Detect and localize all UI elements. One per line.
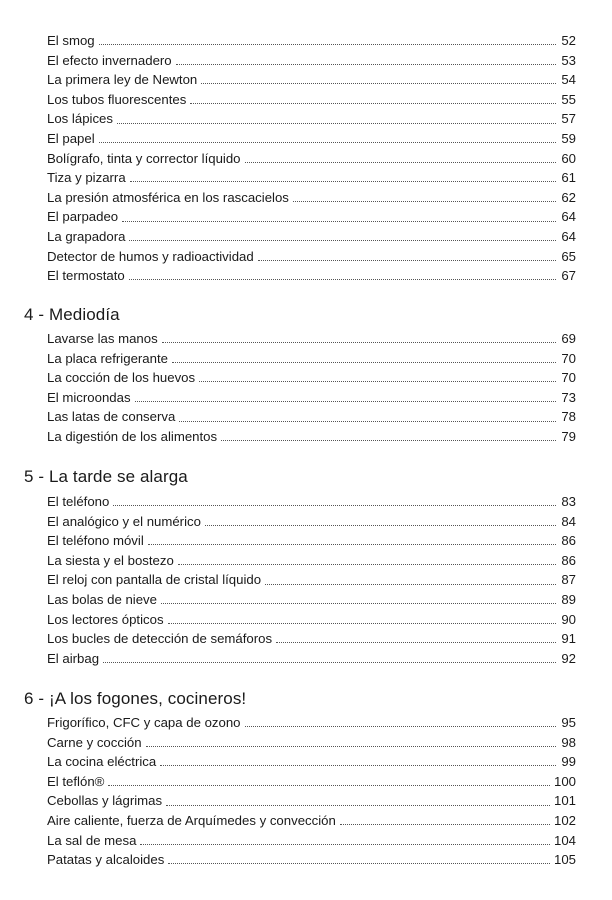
toc-entry[interactable] [47,247,576,267]
toc-entry-page-number: 67 [561,268,576,284]
toc-entry-title: Las bolas de nieve [47,591,157,607]
toc-entry[interactable] [47,129,576,149]
toc-entry[interactable] [47,733,576,753]
chapter-heading [24,467,188,487]
toc-entry-title: El microondas [47,389,131,405]
chapter-separator: - [33,467,49,486]
dot-leader [205,524,556,526]
dot-leader [99,43,556,45]
dot-leader [162,341,556,343]
toc-entry-title: Cebollas y lágrimas [47,793,163,809]
toc-entry-page-number: 57 [561,111,576,127]
dot-leader [178,563,556,565]
toc-entry[interactable] [47,90,576,110]
toc-entry-title: El termostato [47,268,125,284]
dot-leader [129,278,556,280]
chapter-title: Mediodía [48,305,120,324]
toc-entry-page-number: 54 [561,72,576,88]
toc-entry[interactable] [47,388,576,408]
toc-entry-title: El teléfono móvil [47,533,144,549]
chapter-separator: - [33,305,49,324]
toc-entry-title: Lavarse las manos [47,331,158,346]
dot-leader [172,361,556,363]
toc-entry-page-number: 60 [561,150,576,166]
dot-leader [276,641,556,643]
dot-leader [122,220,556,222]
dot-leader [117,122,556,124]
toc-entry[interactable] [47,188,576,208]
toc-entry[interactable] [47,570,576,590]
toc-entry[interactable] [47,266,576,286]
toc-entry-page-number: 90 [561,611,576,627]
toc-section-list [47,31,576,286]
chapter-number: 5 [24,467,34,486]
toc-entry[interactable] [47,109,576,129]
dot-leader [113,504,556,506]
chapter-number: 6 [24,689,34,708]
toc-entry-title: Patatas y alcaloides [47,852,165,868]
toc-entry-page-number: 105 [553,852,576,868]
toc-entry-page-number: 92 [561,650,576,666]
toc-entry-page-number: 101 [553,793,576,809]
toc-section-list [47,329,576,447]
toc-entry[interactable] [47,149,576,169]
toc-entry[interactable] [47,349,576,369]
toc-entry-title: Tiza y pizarra [47,170,126,186]
toc-entry-title: Carne y cocción [47,734,142,750]
dot-leader [130,180,556,182]
toc-entry[interactable] [47,368,576,388]
dot-leader [168,622,556,624]
chapter-number: 4 [24,305,34,324]
toc-entry-title: La siesta y el bostezo [47,552,174,568]
toc-entry-title: El analógico y el numérico [47,513,201,529]
toc-entry[interactable] [47,227,576,247]
toc-entry-page-number: 73 [561,389,576,405]
toc-entry[interactable] [47,610,576,630]
toc-entry-title: Los tubos fluorescentes [47,91,187,107]
toc-entry[interactable] [47,772,576,792]
toc-entry[interactable] [47,329,576,349]
toc-entry-page-number: 99 [561,754,576,770]
toc-entry-title: La grapadora [47,228,126,244]
toc-entry[interactable] [47,791,576,811]
toc-entry-page-number: 100 [553,773,576,789]
toc-entry-title: El reloj con pantalla de cristal líquido [47,572,262,588]
toc-entry-page-number: 69 [561,331,576,346]
dot-leader [148,543,556,545]
toc-entry-title: El airbag [47,650,100,666]
toc-entry-page-number: 55 [561,91,576,107]
toc-entry-page-number: 95 [561,715,576,730]
toc-entry[interactable] [47,752,576,772]
toc-entry[interactable] [47,713,576,733]
dot-leader [293,200,556,202]
toc-entry[interactable] [47,512,576,532]
toc-section-list [47,492,576,668]
toc-entry-page-number: 87 [561,572,576,588]
toc-entry-page-number: 52 [561,33,576,48]
dot-leader [99,141,556,143]
toc-entry-page-number: 83 [561,494,576,509]
toc-entry-page-number: 65 [561,248,576,264]
chapter-heading [24,689,246,709]
toc-entry-title: El efecto invernadero [47,52,172,68]
toc-entry-title: La placa refrigerante [47,350,168,366]
toc-entry-title: El parpadeo [47,209,119,225]
dot-leader [176,63,556,65]
dot-leader [161,602,556,604]
toc-entry-title: Bolígrafo, tinta y corrector líquido [47,150,241,166]
toc-entry-title: El teflón® [47,773,105,789]
toc-entry-page-number: 61 [561,170,576,186]
toc-entry-page-number: 79 [561,428,576,444]
toc-entry-title: Detector de humos y radioactividad [47,248,254,264]
toc-entry-page-number: 91 [561,631,576,647]
toc-entry-title: El teléfono [47,494,110,509]
toc-entry[interactable] [47,207,576,227]
toc-entry-page-number: 78 [561,409,576,425]
toc-entry[interactable] [47,649,576,669]
toc-entry[interactable] [47,531,576,551]
dot-leader [140,843,550,845]
toc-entry-page-number: 102 [553,812,576,828]
toc-entry-title: Los bucles de detección de semáforos [47,631,273,647]
toc-entry-title: La digestión de los alimentos [47,428,218,444]
dot-leader [168,862,550,864]
toc-entry-title: La cocina eléctrica [47,754,157,770]
toc-entry-page-number: 104 [553,832,576,848]
toc-entry-title: Las latas de conserva [47,409,176,425]
dot-leader [166,804,550,806]
chapter-heading [24,305,120,325]
toc-entry-page-number: 86 [561,552,576,568]
dot-leader [135,400,556,402]
toc-entry-title: El papel [47,130,95,146]
toc-entry[interactable] [47,427,576,447]
toc-entry-title: La presión atmosférica en los rascacielos [47,189,289,205]
toc-entry[interactable] [47,51,576,71]
dot-leader [340,823,550,825]
toc-entry-page-number: 86 [561,533,576,549]
chapter-separator: - [33,689,49,708]
dot-leader [190,102,556,104]
toc-entry[interactable] [47,811,576,831]
dot-leader [245,725,557,727]
dot-leader [108,784,550,786]
dot-leader [201,82,556,84]
dot-leader [258,259,556,261]
toc-entry-title: El smog [47,33,95,48]
toc-entry[interactable] [47,590,576,610]
chapter-title: ¡A los fogones, cocineros! [48,689,247,708]
toc-entry-page-number: 70 [561,350,576,366]
toc-entry-page-number: 53 [561,52,576,68]
toc-entry-page-number: 70 [561,370,576,386]
dot-leader [221,439,556,441]
dot-leader [245,161,556,163]
toc-entry[interactable] [47,551,576,571]
toc-entry[interactable] [47,168,576,188]
toc-entry-page-number: 59 [561,130,576,146]
toc-entry-title: Aire caliente, fuerza de Arquímedes y convección [47,812,336,828]
toc-entry[interactable] [47,831,576,851]
toc-entry-title: La cocción de los huevos [47,370,196,386]
toc-entry[interactable] [47,492,576,512]
toc-entry[interactable] [47,31,576,51]
dot-leader [160,764,556,766]
toc-entry-title: Frigorífico, CFC y capa de ozono [47,715,241,730]
toc-entry-title: Los lectores ópticos [47,611,164,627]
toc-entry-page-number: 84 [561,513,576,529]
toc-entry-page-number: 98 [561,734,576,750]
toc-entry-page-number: 89 [561,591,576,607]
dot-leader [129,239,556,241]
toc-entry[interactable] [47,850,576,870]
chapter-title: La tarde se alarga [48,467,188,486]
toc-entry[interactable] [47,629,576,649]
toc-entry[interactable] [47,407,576,427]
toc-entry-page-number: 62 [561,189,576,205]
toc-entry[interactable] [47,70,576,90]
dot-leader [103,661,556,663]
toc-entry-page-number: 64 [561,209,576,225]
toc-entry-page-number: 64 [561,228,576,244]
dot-leader [179,420,556,422]
toc-entry-title: La primera ley de Newton [47,72,198,88]
dot-leader [199,380,556,382]
toc-entry-title: Los lápices [47,111,113,127]
dot-leader [265,583,556,585]
toc-entry-title: La sal de mesa [47,832,137,848]
dot-leader [146,745,556,747]
toc-section-list [47,713,576,870]
